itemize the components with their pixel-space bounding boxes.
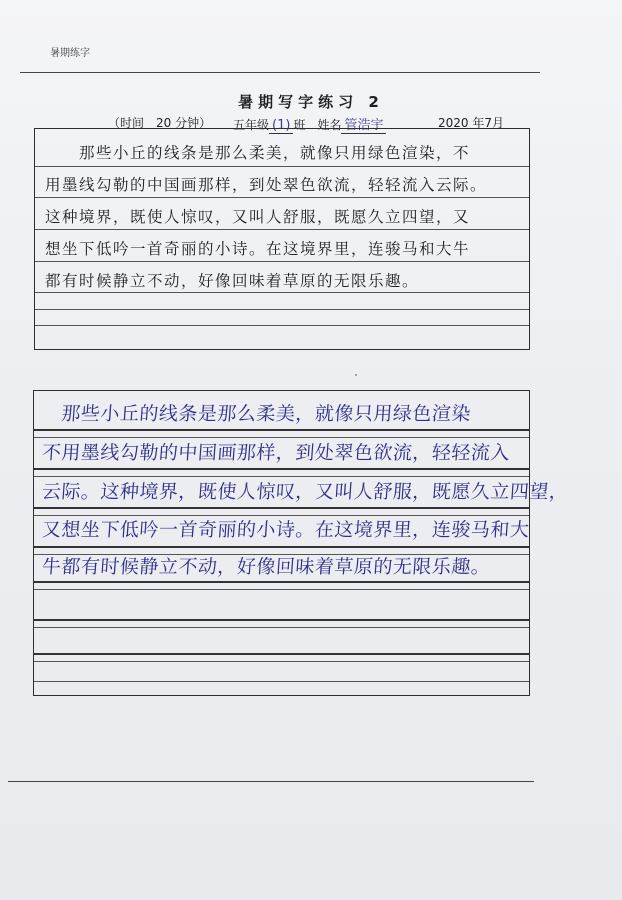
handwritten-line: 又想坐下低吟一首奇丽的小诗。在这境界里，连骏马和大 bbox=[41, 519, 531, 541]
bottom-rule bbox=[8, 781, 534, 782]
ruled-line bbox=[34, 653, 529, 655]
ruled-line bbox=[34, 589, 529, 590]
header-rule bbox=[20, 72, 540, 73]
ruled-line bbox=[35, 325, 529, 326]
ruled-line bbox=[35, 229, 529, 230]
printed-line: 想坐下低吟一首奇丽的小诗。在这境界里，连骏马和大牛 bbox=[45, 240, 471, 258]
handwritten-line: 不用墨线勾勒的中国画那样，到处翠色欲流，轻轻流入 bbox=[41, 442, 511, 464]
header-label: 暑期练字 bbox=[50, 48, 90, 59]
handwritten-line: 牛都有时候静立不动，好像回味着草原的无限乐趣。 bbox=[41, 556, 492, 578]
ruled-line bbox=[35, 166, 529, 167]
printed-line: 那些小丘的线条是那么柔美，就像只用绿色渲染，不 bbox=[45, 144, 471, 162]
handwritten-line: 云际。这种境界，既使人惊叹，又叫人舒服，既愿久立四望， bbox=[41, 481, 570, 503]
ruled-line bbox=[34, 546, 529, 548]
ruled-line bbox=[34, 468, 529, 470]
class-name-label: 班 姓名 bbox=[293, 118, 342, 132]
worksheet-date: 2020 年7月 bbox=[438, 116, 504, 130]
ruled-line bbox=[34, 627, 529, 628]
ruled-line bbox=[34, 681, 529, 682]
worksheet-title: 暑期写字练习 2 bbox=[238, 93, 384, 111]
class-number-handwritten: (1) bbox=[269, 118, 293, 134]
printed-line: 用墨线勾勒的中国画那样，到处翠色欲流，轻轻流入云际。 bbox=[45, 176, 488, 194]
handwritten-line: 那些小丘的线条是那么柔美，就像只用绿色渲染 bbox=[41, 403, 472, 425]
printed-passage-box bbox=[34, 128, 530, 350]
ruled-line bbox=[34, 507, 529, 509]
grade-label: 五年级 bbox=[233, 118, 270, 132]
ruled-line bbox=[35, 197, 529, 198]
printed-line: 这种境界，既使人惊叹，又叫人舒服，既愿久立四望，又 bbox=[45, 208, 471, 226]
ruled-line bbox=[35, 292, 529, 293]
ruled-line bbox=[34, 429, 529, 431]
handwriting-practice-box bbox=[33, 390, 570, 696]
paper-speck bbox=[355, 374, 357, 376]
ruled-line bbox=[34, 619, 529, 621]
printed-line: 都有时候静立不动，好像回味着草原的无限乐趣。 bbox=[45, 272, 420, 290]
ruled-line bbox=[34, 661, 529, 662]
ruled-line bbox=[35, 309, 529, 310]
ruled-line bbox=[35, 261, 529, 262]
ruled-line bbox=[34, 581, 529, 583]
time-limit: （时间 20 分钟） bbox=[108, 116, 212, 130]
student-name-handwritten: 管浩宇 bbox=[341, 114, 386, 134]
